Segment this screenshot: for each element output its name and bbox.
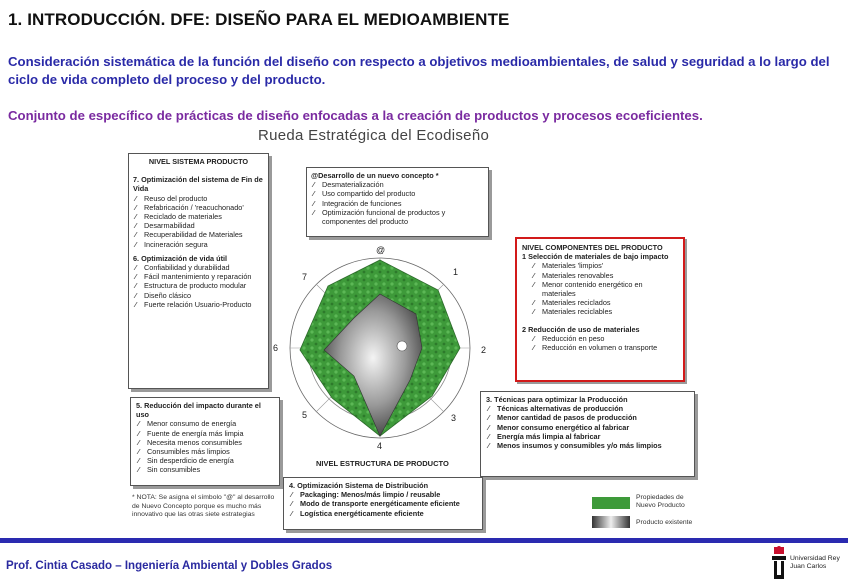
production-techniques-title: 3. Técnicas para optimizar la Producción [486, 395, 628, 404]
university-name: Universidad Rey Juan Carlos [790, 555, 840, 570]
list-item: ∕ Materiales 'limpios' [531, 261, 678, 270]
list-item: ∕ Optimización funcional de productos y componentes del producto [311, 208, 484, 226]
list-item: ∕ Estructura de producto modular [133, 281, 264, 290]
components-level-box [515, 237, 685, 382]
list-item: ∕ Desarmabilidad [133, 221, 264, 230]
wheel-label-3: 3 [451, 413, 457, 423]
list-item: ∕ Menor consumo energético al fabricar [486, 423, 689, 432]
use-impact-list [136, 419, 274, 474]
footer-divider [0, 538, 848, 543]
legend-swatch-green [592, 497, 630, 509]
list-item: ∕ Uso compartido del producto [311, 189, 484, 198]
wheel-label-2: 2 [481, 345, 487, 355]
legend-label-existing: Producto existente [636, 519, 693, 526]
list-item: ∕ Confiabilidad y durabilidad [133, 263, 264, 272]
list-item: ∕ Reducción en volumen o transporte [531, 343, 678, 352]
distribution-box [283, 477, 483, 530]
end-of-life-list [133, 194, 264, 249]
system-level-box [128, 153, 269, 389]
list-item: ∕ Materiales renovables [531, 271, 678, 280]
wheel-label-5: 5 [302, 410, 308, 420]
list-item: ∕ Consumibles más limpios [136, 447, 274, 456]
list-item: ∕ Integración de funciones [311, 199, 484, 208]
new-concept-list [311, 180, 484, 226]
list-item: ∕ Refabricación / 'reacuchonado' [133, 203, 264, 212]
list-item: ∕ Packaging: Menos/más limpio / reusable [289, 490, 477, 499]
definition-paragraph: Consideración sistemática de la función del diseño con respecto a objetivos medioambientales, de salud y seguridad a lo largo del ciclo de vida completo del proceso y del producto. [8, 54, 830, 87]
list-item: ∕ Técnicas alternativas de producción [486, 404, 689, 413]
practices-paragraph: Conjunto de específico de prácticas de diseño enfocadas a la creación de productos y procesos ecoeficientes. [8, 108, 703, 123]
list-item: ∕ Fuente de energía más limpia [136, 429, 274, 438]
distribution-title: 4. Optimización Sistema de Distribución [289, 481, 429, 490]
list-item: ∕ Diseño clásico [133, 291, 264, 300]
list-item: ∕ Sin consumibles [136, 465, 274, 474]
list-item: ∕ Necesita menos consumibles [136, 438, 274, 447]
wheel-label-4: 4 [377, 441, 383, 451]
new-concept-box [306, 167, 489, 237]
footnote: * NOTA: Se asigna el símbolo "@" al desarrollo de Nuevo Concepto porque es mucho más innovativo que las otras siete estrategias [132, 494, 275, 518]
new-concept-title: @Desarrollo de un nuevo concepto * [311, 171, 439, 180]
list-item: ∕ Incineración segura [133, 240, 264, 249]
page-title: 1. INTRODUCCIÓN. DFE: DISEÑO PARA EL MEDIOAMBIENTE [8, 10, 510, 29]
list-item: ∕ Menor contenido energético en materiales [531, 280, 678, 298]
list-item: ∕ Modo de transporte energéticamente eficiente [289, 499, 477, 508]
use-impact-title: 5. Reducción del impacto durante el uso [136, 401, 261, 420]
footer-author: Prof. Cintia Casado – Ingeniería Ambiental y Dobles Grados [6, 560, 333, 572]
list-item: ∕ Logística energéticamente eficiente [289, 509, 477, 518]
list-item: ∕ Recuperabilidad de Materiales [133, 230, 264, 239]
list-item: ∕ Materiales reciclados [531, 298, 678, 307]
legend-label-new: Propiedades de Nuevo Producto [636, 494, 685, 509]
wheel-label-concept: @ [376, 245, 386, 255]
list-item: ∕ Menos insumos y consumibles y/o más limpios [486, 441, 689, 450]
list-item: ∕ Sin desperdicio de energía [136, 456, 274, 465]
end-of-life-title: 7. Optimización del sistema de Fin de Vida [133, 175, 263, 194]
crown-icon [770, 545, 788, 581]
structure-level-label: NIVEL ESTRUCTURA DE PRODUCTO [316, 459, 449, 468]
distribution-list [289, 490, 477, 518]
wheel-title: Rueda Estratégica del Ecodiseño [258, 127, 490, 144]
materials-reduction-title: 2 Reducción de uso de materiales [522, 324, 640, 334]
materials-selection-title: 1 Selección de materiales de bajo impacto [522, 252, 669, 262]
system-level-heading: NIVEL SISTEMA PRODUCTO [148, 157, 249, 166]
list-item: ∕ Fácil mantenimiento y reparación [133, 272, 264, 281]
useful-life-title: 6. Optimización de vida útil [133, 253, 228, 263]
wheel-label-6: 6 [273, 343, 279, 353]
components-level-heading: NIVEL COMPONENTES DEL PRODUCTO [522, 243, 663, 252]
list-item: ∕ Materiales reciclables [531, 307, 678, 316]
use-impact-box [130, 397, 280, 486]
materials-selection-list [522, 261, 678, 316]
production-techniques-list [486, 404, 689, 450]
production-techniques-box [480, 391, 695, 477]
list-item: ∕ Reducción en peso [531, 334, 678, 343]
wheel-label-1: 1 [453, 267, 459, 277]
list-item: ∕ Desmaterialización [311, 180, 484, 189]
wheel-label-7: 7 [302, 272, 308, 282]
list-item: ∕ Reciclado de materiales [133, 212, 264, 221]
list-item: ∕ Energía más limpia al fabricar [486, 432, 689, 441]
list-item: ∕ Menor cantidad de pasos de producción [486, 413, 689, 422]
materials-reduction-list [522, 334, 678, 352]
university-logo [770, 545, 842, 585]
list-item: ∕ Menor consumo de energía [136, 419, 274, 428]
useful-life-list [133, 263, 264, 309]
list-item: ∕ Reuso del producto [133, 194, 264, 203]
list-item: ∕ Fuerte relación Usuario-Producto [133, 300, 264, 309]
center-marker [397, 341, 407, 351]
legend-swatch-grey [592, 516, 630, 528]
